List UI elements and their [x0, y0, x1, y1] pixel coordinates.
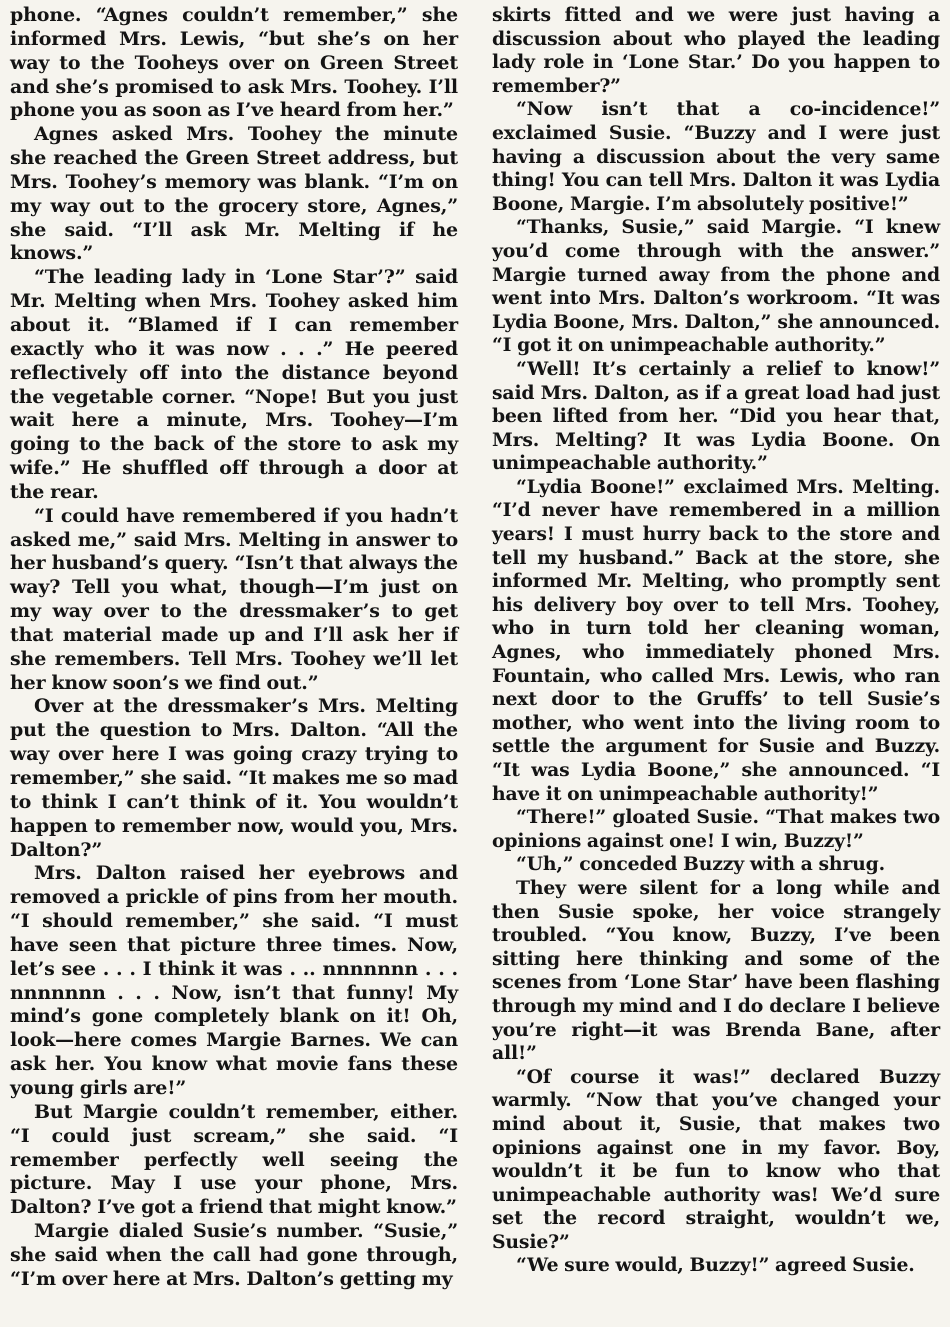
paragraph: Agnes asked Mrs. Toohey the minute she reached the Green Street address, but Mrs. Toohey’s memory was blank. “I’m on my way out to the grocery store, Agnes,” she said. “I’ll ask Mr. Melting if he knows.”: [10, 123, 458, 265]
paragraph: “Lydia Boone!” exclaimed Mrs. Melting. “I’d never have remembered in a million years! I must hurry back to the store and tell my husband.” Back at the store, she informed Mr. Melting, who promptly sent his delivery boy over to tell Mrs. Toohey, who in turn told her cleaning woman, Agnes, who immediately phoned Mrs. Fountain, who called Mrs. Lewis, who ran next door to the Gruffs’ to tell Susie’s mother, who went into the living room to settle the argument for Susie and Buzzy. “It was Lydia Boone,” she announced. “I have it on unimpeachable authority!”: [492, 475, 940, 805]
left-text-column: [10, 4, 458, 1327]
paragraph: skirts fitted and we were just having a discussion about who played the leading lady role in ‘Lone Star.’ Do you happen to remember?”: [492, 4, 940, 97]
paragraph: Mrs. Dalton raised her eyebrows and removed a prickle of pins from her mouth. “I should remember,” she said. “I must have seen that picture three times. Now, let’s see . . . I think it was . .. nnnnnnn . . . nnnnnnn . . . Now, isn’t that funny! My mind’s gone completely blank on it! Oh, look—here comes Margie Barnes. We can ask her. You know what movie fans these young girls are!”: [10, 862, 458, 1099]
paragraph: “We sure would, Buzzy!” agreed Susie.: [516, 1254, 915, 1277]
paragraph: “The leading lady in ‘Lone Star’?” said Mr. Melting when Mrs. Toohey asked him about it. “Blamed if I can remember exactly who it was now . . .” He peered reflectively off into the distance beyond the vegetable corner. “Nope! But you just wait here a minute, Mrs. Toohey—I’m going to the back of the store to ask my wife.” He shuffled off through a door at the rear.: [10, 266, 458, 503]
paragraph: “Uh,” conceded Buzzy with a shrug.: [516, 853, 886, 876]
paragraph: “Well! It’s certainly a relief to know!” said Mrs. Dalton, as if a great load had just been lifted from her. “Did you hear that, Mrs. Melting? It was Lydia Boone. On unimpeachable authority.”: [492, 357, 940, 475]
paragraph: “Thanks, Susie,” said Margie. “I knew you’d come through with the answer.” Margie turned away from the phone and went into Mrs. Dalton’s workroom. “It was Lydia Boone, Mrs. Dalton,” she announced. “I got it on unimpeachable authority.”: [492, 216, 940, 357]
paragraph: Over at the dressmaker’s Mrs. Melting put the question to Mrs. Dalton. “All the way over here I was going crazy trying to remember,” she said. “It makes me so mad to think I can’t think of it. You wouldn’t happen to remember now, would you, Mrs. Dalton?”: [10, 695, 458, 861]
right-text-column: [492, 4, 940, 1327]
paragraph: Margie dialed Susie’s number. “Susie,” she said when the call had gone through, “I’m over here at Mrs. Dalton’s getting my: [10, 1220, 458, 1290]
paragraph: phone. “Agnes couldn’t remember,” she informed Mrs. Lewis, “but she’s on her way to the Tooheys over on Green Street and she’s promised to ask Mrs. Toohey. I’ll phone you as soon as I’ve heard from her.”: [10, 4, 458, 122]
paragraph: They were silent for a long while and then Susie spoke, her voice strangely troubled. “You know, Buzzy, I’ve been sitting here thinking and some of the scenes from ‘Lone Star’ have been flashing through my mind and I do declare I believe you’re right—it was Brenda Bane, after all!”: [492, 876, 940, 1065]
paragraph: “Of course it was!” declared Buzzy warmly. “Now that you’ve changed your mind about it, Susie, that makes two opinions against one in my favor. Boy, wouldn’t it be fun to know who that unimpeachable authority was! We’d sure set the record straight, wouldn’t we, Susie?”: [492, 1065, 940, 1253]
paragraph: “I could have remembered if you hadn’t asked me,” said Mrs. Melting in answer to her husband’s query. “Isn’t that always the way? Tell you what, though—I’m just on my way over to the dressmaker’s to get that material made up and I’ll ask her if she remembers. Tell Mrs. Toohey we’ll let her know soon’s we find out.”: [10, 504, 458, 694]
paragraph: “Now isn’t that a co-incidence!” exclaimed Susie. “Buzzy and I were just having a discussion about the very same thing! You can tell Mrs. Dalton it was Lydia Boone, Margie. I’m absolutely positive!”: [492, 98, 940, 215]
paragraph: “There!” gloated Susie. “That makes two opinions against one! I win, Buzzy!”: [492, 806, 940, 852]
paragraph: But Margie couldn’t remember, either. “I could just scream,” she said. “I remember perfectly well seeing the picture. May I use your phone, Mrs. Dalton? I’ve got a friend that might know.”: [10, 1100, 458, 1219]
